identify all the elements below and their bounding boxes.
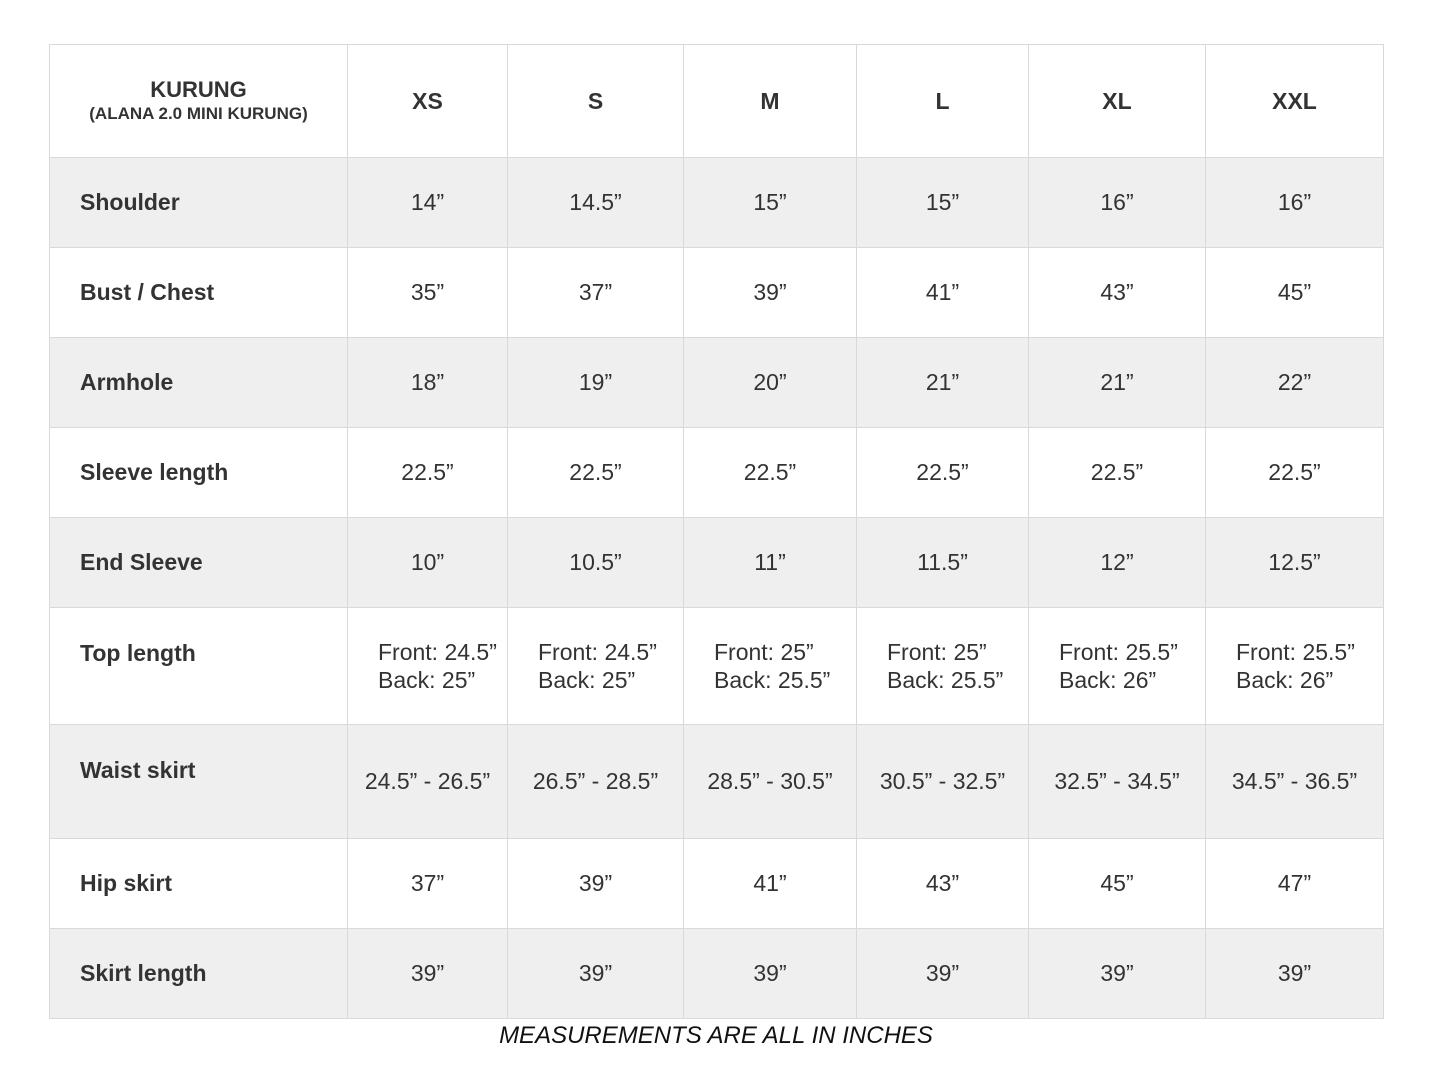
header-row: [50, 45, 1384, 158]
row-label: Armhole: [50, 338, 348, 428]
table-cell: 35”: [348, 248, 508, 338]
table-cell: 22.5”: [508, 428, 684, 518]
table-cell: 43”: [857, 839, 1029, 929]
table-row-shoulder: [50, 158, 1384, 248]
table-row-skirt-length: [50, 929, 1384, 1019]
table-cell: 45”: [1206, 248, 1384, 338]
table-cell: [508, 608, 684, 725]
table-row-top-length: [50, 608, 1384, 725]
product-subtitle: (ALANA 2.0 MINI KURUNG): [89, 104, 308, 123]
table-cell: 37”: [348, 839, 508, 929]
row-label: Sleeve length: [50, 428, 348, 518]
row-label: Waist skirt: [50, 725, 348, 839]
table-cell: 39”: [684, 929, 857, 1019]
table-cell: 41”: [857, 248, 1029, 338]
table-cell: 47”: [1206, 839, 1384, 929]
row-label: Hip skirt: [50, 839, 348, 929]
table-cell: 16”: [1206, 158, 1384, 248]
table-cell: 39”: [857, 929, 1029, 1019]
table-row-end-sleeve: [50, 518, 1384, 608]
table-cell: 39”: [508, 839, 684, 929]
table-cell: 37”: [508, 248, 684, 338]
table-cell: 45”: [1029, 839, 1206, 929]
table-cell: 18”: [348, 338, 508, 428]
table-row-waist-skirt: [50, 725, 1384, 839]
table-row-sleeve-length: [50, 428, 1384, 518]
table-cell: 24.5” - 26.5”: [348, 725, 508, 839]
table-cell: 14.5”: [508, 158, 684, 248]
table-cell: 21”: [857, 338, 1029, 428]
row-label: Shoulder: [50, 158, 348, 248]
table-cell: 28.5” - 30.5”: [684, 725, 857, 839]
table-cell: [348, 608, 508, 725]
header-product-cell: [50, 45, 348, 158]
front-value: Front: 25.5”: [1059, 639, 1178, 665]
size-header-m: M: [684, 45, 857, 158]
table-cell: 22”: [1206, 338, 1384, 428]
table-cell: 22.5”: [1029, 428, 1206, 518]
table-cell: 39”: [1206, 929, 1384, 1019]
front-value: Front: 24.5”: [378, 639, 497, 665]
table-cell: 11.5”: [857, 518, 1029, 608]
table-row-bust-chest: [50, 248, 1384, 338]
table-cell: 12.5”: [1206, 518, 1384, 608]
table-cell: 30.5” - 32.5”: [857, 725, 1029, 839]
table-cell: 26.5” - 28.5”: [508, 725, 684, 839]
back-value: Back: 25”: [538, 667, 636, 693]
table-cell: [684, 608, 857, 725]
table-cell: 43”: [1029, 248, 1206, 338]
table-cell: 22.5”: [348, 428, 508, 518]
table-cell: 11”: [684, 518, 857, 608]
table-cell: 12”: [1029, 518, 1206, 608]
table-cell: 21”: [1029, 338, 1206, 428]
table-cell: 39”: [508, 929, 684, 1019]
table-cell: 22.5”: [1206, 428, 1384, 518]
product-title: KURUNG: [150, 77, 247, 102]
table-cell: 39”: [1029, 929, 1206, 1019]
size-header-xxl: XXL: [1206, 45, 1384, 158]
table-cell: 16”: [1029, 158, 1206, 248]
table-cell: 39”: [684, 248, 857, 338]
table-cell: 20”: [684, 338, 857, 428]
measurement-unit-note: MEASUREMENTS ARE ALL IN INCHES: [499, 1022, 933, 1049]
table-cell: 14”: [348, 158, 508, 248]
row-label: Top length: [50, 608, 348, 725]
back-value: Back: 26”: [1059, 667, 1157, 693]
table-cell: 10”: [348, 518, 508, 608]
table-cell: [1029, 608, 1206, 725]
size-header-xl: XL: [1029, 45, 1206, 158]
table-cell: 22.5”: [857, 428, 1029, 518]
size-chart: [49, 44, 1383, 1019]
front-value: Front: 24.5”: [538, 639, 657, 665]
table-row-armhole: [50, 338, 1384, 428]
table-cell: [857, 608, 1029, 725]
back-value: Back: 25.5”: [714, 667, 831, 693]
table-cell: 34.5” - 36.5”: [1206, 725, 1384, 839]
table-cell: 41”: [684, 839, 857, 929]
table-cell: 15”: [684, 158, 857, 248]
size-header-s: S: [508, 45, 684, 158]
table-cell: 22.5”: [684, 428, 857, 518]
size-header-xs: XS: [348, 45, 508, 158]
front-value: Front: 25”: [887, 639, 987, 665]
back-value: Back: 25.5”: [887, 667, 1004, 693]
table-row-hip-skirt: [50, 839, 1384, 929]
front-value: Front: 25”: [714, 639, 814, 665]
table-cell: 10.5”: [508, 518, 684, 608]
size-table: [49, 44, 1384, 1019]
table-cell: 32.5” - 34.5”: [1029, 725, 1206, 839]
table-cell: [1206, 608, 1384, 725]
row-label: Skirt length: [50, 929, 348, 1019]
back-value: Back: 25”: [378, 667, 476, 693]
table-cell: 15”: [857, 158, 1029, 248]
front-value: Front: 25.5”: [1236, 639, 1355, 665]
row-label: End Sleeve: [50, 518, 348, 608]
row-label: Bust / Chest: [50, 248, 348, 338]
table-cell: 19”: [508, 338, 684, 428]
back-value: Back: 26”: [1236, 667, 1334, 693]
table-cell: 39”: [348, 929, 508, 1019]
size-header-l: L: [857, 45, 1029, 158]
